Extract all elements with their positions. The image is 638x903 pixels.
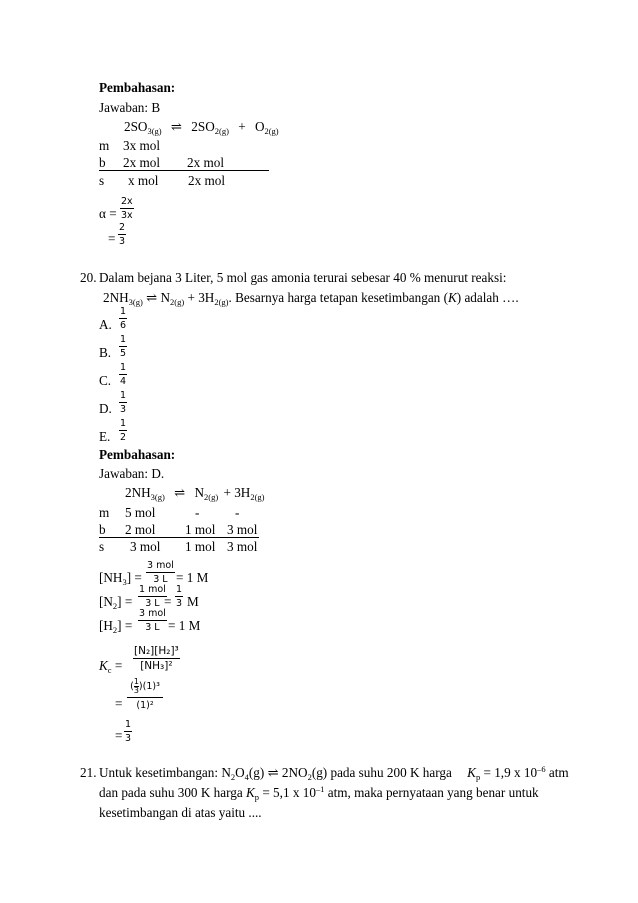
- q20-option-b-letter: B.: [99, 345, 112, 360]
- q20-row-m-label: m: [99, 505, 110, 520]
- q20-option-a-fraction: $\frac{1}{6}$: [120, 306, 127, 331]
- q20-row-b-c3: 3 mol: [227, 522, 258, 537]
- q20-option-a-letter: A.: [99, 317, 112, 332]
- q19-row-m-c1: 3x mol: [123, 138, 160, 153]
- q20-row-s-c2: 1 mol: [185, 539, 216, 554]
- conc-nh3-label: $[NH_3]$ =: [99, 570, 142, 587]
- q19-pembahasan-heading: Pembahasan:: [99, 80, 176, 95]
- conc-n2-eq: =: [164, 594, 172, 609]
- kc-symbol: $K_c$ =: [99, 658, 123, 675]
- conc-nh3-fraction: 3 mol 3 L: [147, 560, 174, 585]
- conc-n2-fraction-2: $\frac{1}{3}$: [176, 584, 183, 609]
- q20-answer: Jawaban: D.: [99, 466, 165, 481]
- conc-nh3-result: = 1 M: [176, 570, 209, 585]
- conc-h2-label: $[H_2]$ =: [99, 618, 133, 635]
- q20-row-b-label: b: [99, 522, 106, 537]
- q20-row-s-c3: 3 mol: [227, 539, 258, 554]
- q19-alpha-fraction-1: $\frac{2x}{3x}$: [121, 196, 133, 221]
- q20-option-c-letter: C.: [99, 373, 112, 388]
- q19-row-b-c1: 2x mol: [123, 155, 160, 170]
- q20-option-e-letter: E.: [99, 429, 111, 444]
- q21-line2: dan pada suhu 300 K harga $K_p = 5,1$ x $10^{-1}$ atm, maka pernyataan yang benar untuk: [99, 784, 539, 802]
- kc-final-fraction: $\frac{1}{3}$: [125, 719, 132, 744]
- q20-option-d-fraction: $\frac{1}{3}$: [120, 390, 127, 415]
- q20-option-c-fraction: $\frac{1}{4}$: [120, 362, 127, 387]
- q19-answer: Jawaban: B: [99, 100, 161, 115]
- q19-row-m-label: m: [99, 138, 110, 153]
- q20-option-d-letter: D.: [99, 401, 112, 416]
- kc-step2-eq: =: [115, 696, 123, 711]
- q20-row-b-c2: 1 mol: [185, 522, 216, 537]
- kc-final-eq: =: [115, 728, 123, 743]
- q20-number: 20.: [80, 270, 97, 285]
- q19-table-rule: [99, 170, 269, 171]
- q19-alpha-label: α =: [99, 206, 117, 221]
- conc-n2-unit: M: [187, 594, 199, 609]
- q19-row-s-label: s: [99, 173, 105, 188]
- kc-step2-fraction: ( $\frac{1}{3}$ )(1)³ (1)²: [127, 678, 163, 711]
- q19-reaction: $2SO_{3(g)}$ ⇌ $2SO_{2(g)} + O_{2(g)}$: [124, 119, 279, 136]
- q20-row-m-c3: -: [235, 505, 240, 520]
- q21-number: 21.: [80, 765, 97, 780]
- q19-row-b-label: b: [99, 155, 106, 170]
- q19-row-s-c2: 2x mol: [188, 173, 225, 188]
- q21-line1: Untuk kesetimbangan: $N_2O_4(g)$ ⇌ $2NO_2(g)$ pada suhu 200 K harga $K_p = 1,9$ x $10^{-6}$ atm: [99, 764, 569, 782]
- q20-row-m-c1: 5 mol: [125, 505, 156, 520]
- q19-alpha-eq: =: [108, 231, 116, 246]
- q20-row-s-c1: 3 mol: [130, 539, 161, 554]
- q20-question-line1: Dalam bejana 3 Liter, 5 mol gas amonia terurai sebesar 40 % menurut reaksi:: [99, 270, 507, 285]
- q19-row-b-c2: 2x mol: [187, 155, 224, 170]
- q20-table-rule: [99, 537, 259, 538]
- conc-n2-label: $[N_2]$ =: [99, 594, 133, 611]
- conc-h2-fraction: 3 mol 3 L: [139, 608, 166, 633]
- kc-expression-fraction: $\frac{\text{[N₂][H₂]³}}{\text{[NH₃]²}}$: [134, 645, 179, 672]
- q20-question-line2: $2NH_{3(g)}$ ⇌ $N_{2(g)} + 3H_{2(g)}$. Besarnya harga tetapan kesetimbangan (K) adalah ….: [103, 290, 519, 307]
- q20-reaction: $2NH_{3(g)}$ ⇌ $N_{2(g)} + 3H_{2(g)}$: [125, 485, 265, 502]
- conc-h2-result: = 1 M: [168, 618, 201, 633]
- q21-line3: kesetimbangan di atas yaitu ....: [99, 805, 262, 820]
- q20-option-e-fraction: $\frac{1}{2}$: [120, 418, 127, 443]
- conc-n2-fraction: 1 mol 3 L: [139, 584, 166, 609]
- q20-pembahasan-heading: Pembahasan:: [99, 447, 176, 462]
- q19-row-s-c1: x mol: [128, 173, 159, 188]
- q20-row-m-c2: -: [195, 505, 200, 520]
- q20-row-s-label: s: [99, 539, 105, 554]
- q20-row-b-c1: 2 mol: [125, 522, 156, 537]
- q19-alpha-fraction-2: $\frac{2}{3}$: [119, 222, 126, 247]
- q20-option-b-fraction: $\frac{1}{5}$: [120, 334, 127, 359]
